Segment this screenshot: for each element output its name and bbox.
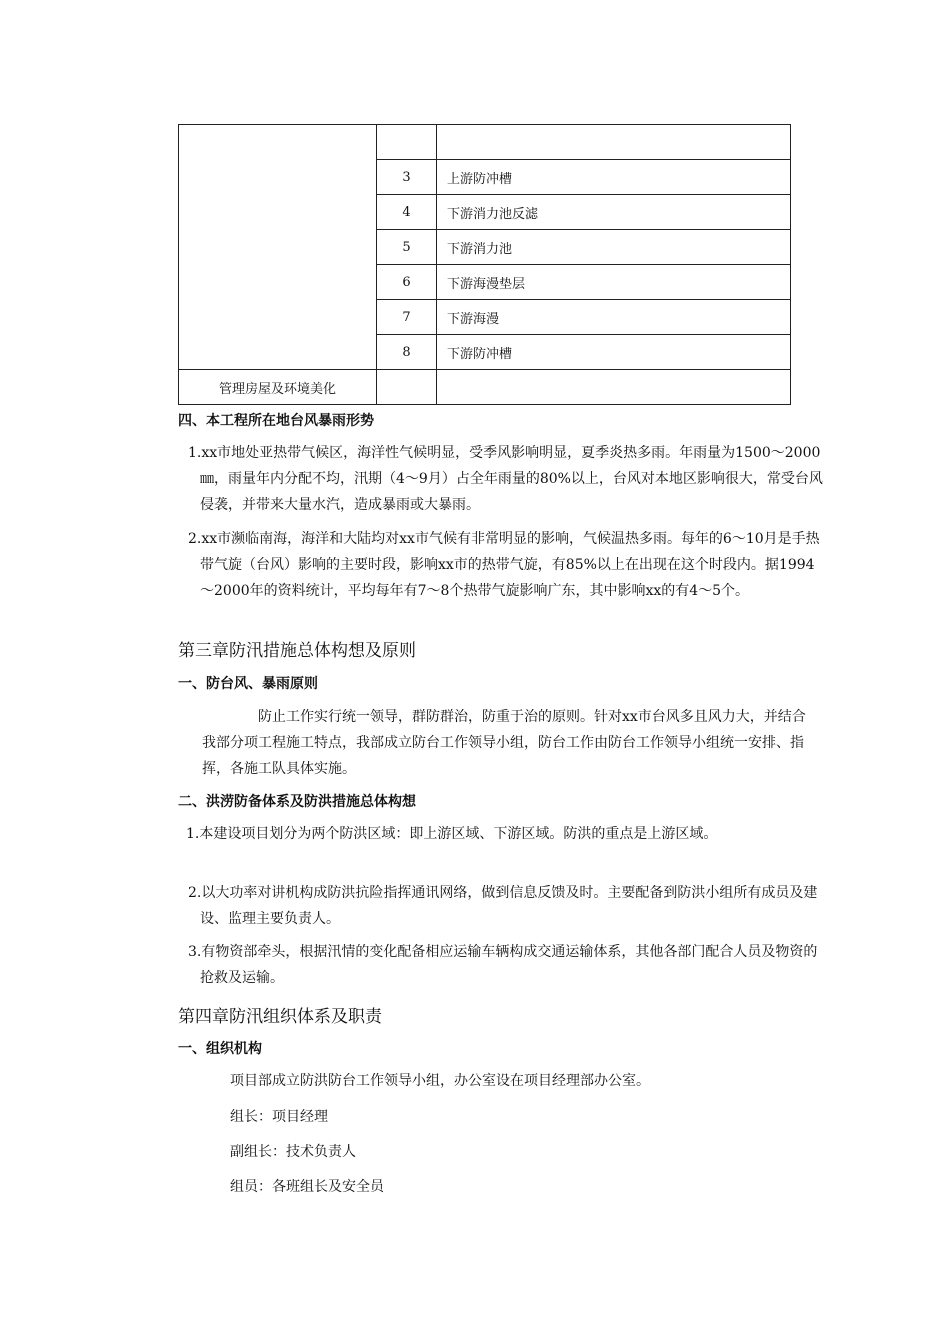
item-name: 下游海漫 (437, 300, 791, 335)
section-heading-flood-system: 二、洪涝防备体系及防洪措施总体构想 (178, 794, 416, 810)
list-item: 2.xx市濒临南海，海洋和大陆均对xx市气候有非常明显的影响，气候温热多雨。每年的6～10月是手热带气旋（台风）影响的主要时段，影响xx市的热带气旋，有85%以上在出现在这个时段内。据1994～2000年的资料统计，平均每年有7～8个热带气旋影响广东，其中影响xx的有4～5个。 (188, 531, 820, 599)
category-cell: 管理房屋及环境美化 (179, 370, 377, 405)
section-heading-principles: 一、防台风、暴雨原则 (178, 676, 318, 692)
chapter-title-3: 第三章防汛措施总体构想及原则 (178, 641, 416, 661)
item-name: 下游消力池反滤 (437, 195, 791, 230)
empty-cell (437, 370, 791, 405)
empty-cell (377, 370, 437, 405)
item-number: 8 (377, 335, 437, 370)
list-item: 3.有物资部牵头，根据汛情的变化配备相应运输车辆构成交通运输体系，其他各部门配合人员及物资的抢救及运输。 (188, 944, 818, 986)
item-number: 3 (377, 160, 437, 195)
chapter-title-4: 第四章防汛组织体系及职责 (178, 1007, 382, 1027)
org-deputy-leader: 副组长：技术负责人 (230, 1144, 356, 1160)
item-name: 下游消力池 (437, 230, 791, 265)
list-item (178, 821, 820, 847)
item-number: 7 (377, 300, 437, 335)
list-item: 2.以大功率对讲机构成防洪抗险指挥通讯网络，做到信息反馈及时。主要配备到防洪小组所有成员及建设、监理主要负责人。 (188, 885, 818, 927)
item-name (437, 125, 791, 160)
org-leader: 组长：项目经理 (230, 1109, 328, 1125)
list-item: 1.xx市地处亚热带气候区，海洋性气候明显，受季风影响明显，夏季炎热多雨。年雨量为1500～2000㎜，雨量年内分配不均，汛期（4～9月）占全年雨量的80%以上，台风对本地区影响很大，常受台风侵袭，并带来大量水汽，造成暴雨或大暴雨。 (188, 445, 823, 513)
item-number: 5 (377, 230, 437, 265)
work-items-table (178, 124, 791, 405)
item-name: 下游海漫垫层 (437, 265, 791, 300)
org-members: 组员：各班组长及安全员 (230, 1179, 384, 1195)
org-description: 项目部成立防洪防台工作领导小组，办公室设在项目经理部办公室。 (230, 1073, 650, 1089)
table-row (179, 370, 791, 405)
paragraph-principles: 防止工作实行统一领导，群防群治，防重于治的原则。针对xx市台风多且风力大，并结合我部分项工程施工特点，我部成立防台工作领导小组，防台工作由防台工作领导小组统一安排、指挥，各施工队具体实施。 (202, 709, 806, 777)
item-name: 下游防冲槽 (437, 335, 791, 370)
list-item-text: 1.本建设项目划分为两个防洪区域：即上游区域、下游区域。防洪的重点是上游区域。 (186, 826, 718, 842)
section-heading-organization: 一、组织机构 (178, 1041, 262, 1057)
table-row (179, 125, 791, 160)
item-number (377, 125, 437, 160)
item-name: 上游防冲槽 (437, 160, 791, 195)
category-cell-empty (179, 125, 377, 370)
item-number: 6 (377, 265, 437, 300)
item-number: 4 (377, 195, 437, 230)
section-heading-typhoon-situation: 四、本工程所在地台风暴雨形势 (178, 413, 374, 429)
